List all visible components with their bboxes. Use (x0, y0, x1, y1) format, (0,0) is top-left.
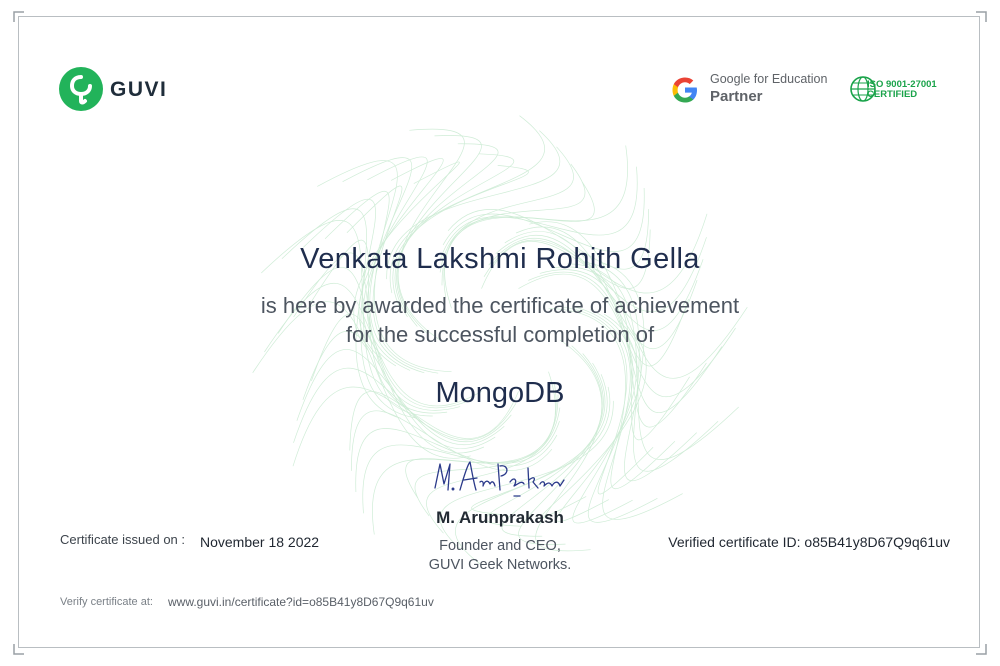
signatory-title-line-1: Founder and CEO, (439, 538, 561, 554)
verify-label: Verify certificate at: (60, 596, 153, 608)
signatory-name: M. Arunprakash (436, 508, 564, 527)
signatory-title-line-2: GUVI Geek Networks. (428, 557, 572, 573)
award-text-line-1: is here by awarded the certificate of achievement (260, 293, 740, 318)
corner-ornament-icon (12, 642, 26, 656)
partner-line-2: Partner (710, 88, 763, 105)
corner-ornament-icon (12, 10, 26, 24)
guvi-logo-icon (59, 67, 103, 111)
signature-image (430, 456, 570, 502)
recipient-name: Venkata Lakshmi Rohith Gella (300, 243, 700, 275)
partner-line-1: Google for Education (710, 72, 828, 86)
course-title: MongoDB (435, 377, 565, 409)
brand-name: GUVI (110, 78, 168, 101)
award-text-line-2: for the successful completion of (345, 322, 655, 347)
verify-url-link[interactable]: www.guvi.in/certificate?id=o85B41y8D67Q9q61uv (168, 595, 434, 609)
iso-line-1: ISO 9001-27001 (867, 79, 937, 90)
google-g-icon (670, 75, 700, 105)
corner-ornament-icon (974, 642, 988, 656)
corner-ornament-icon (974, 10, 988, 24)
verified-certificate-id: Verified certificate ID: o85B41y8D67Q9q61uv (668, 534, 950, 550)
issued-label: Certificate issued on : (60, 532, 186, 547)
iso-line-2: CERTIFIED (867, 89, 918, 100)
issued-date: November 18 2022 (200, 534, 320, 550)
